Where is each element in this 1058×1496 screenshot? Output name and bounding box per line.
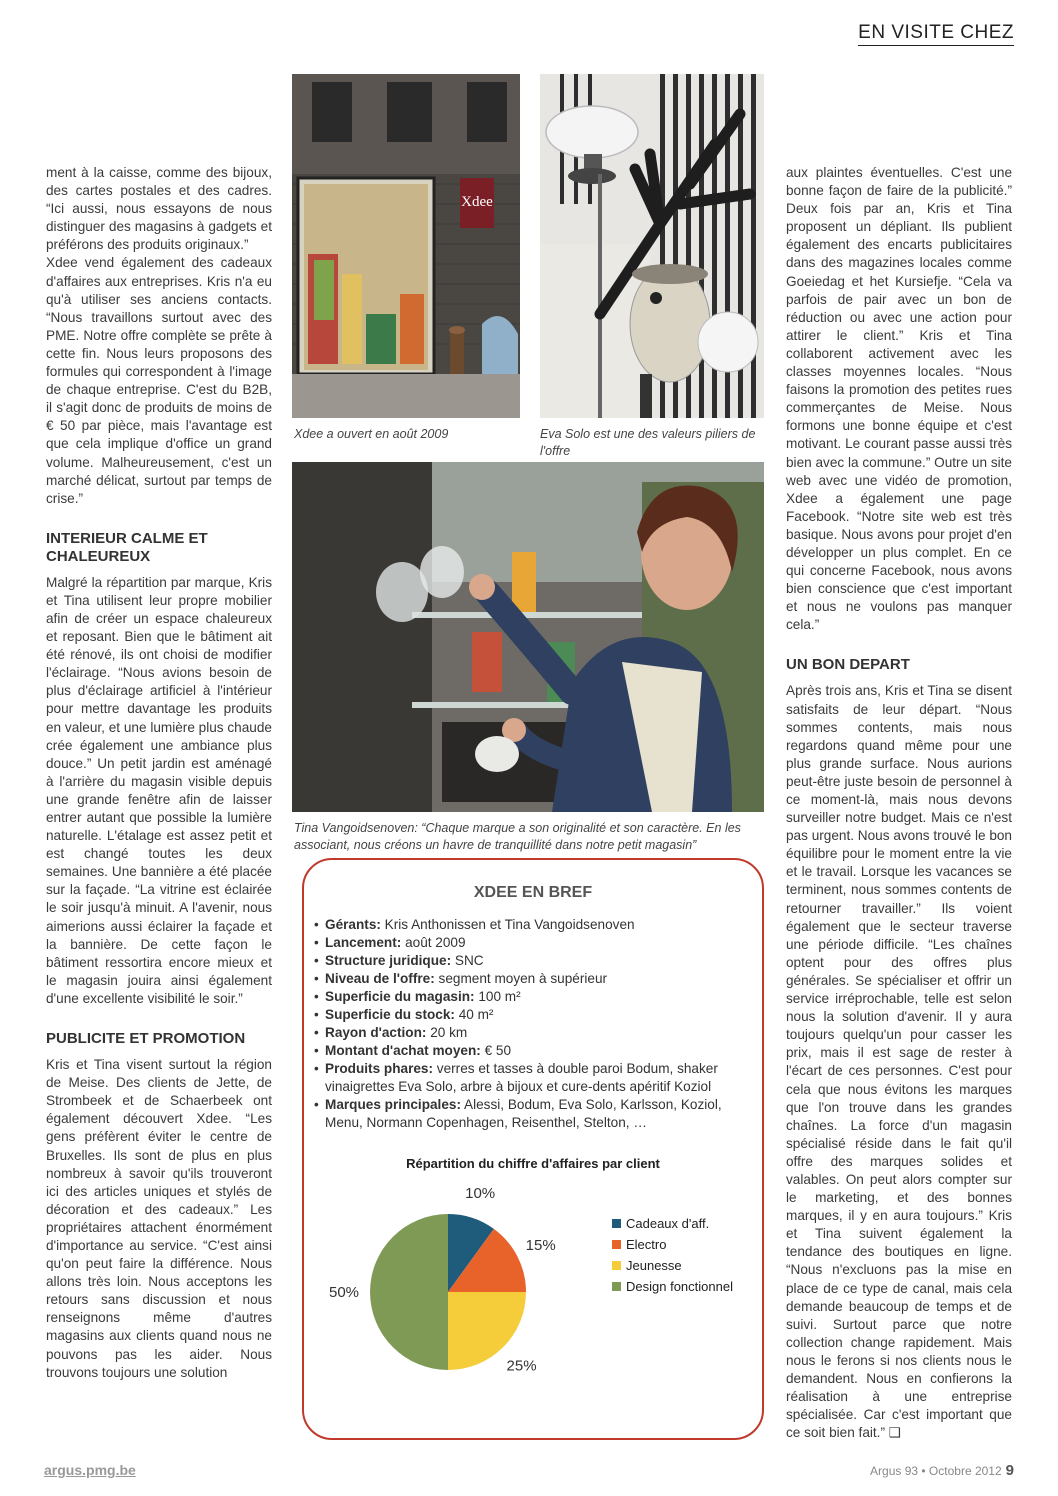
shop-sign-text: Xdee	[461, 194, 493, 210]
storefront-photo	[292, 74, 520, 418]
fact-item: • Superficie du stock: 40 m²	[314, 1006, 754, 1024]
right-paragraph-2: Après trois ans, Kris et Tina se disent satisfaits de leur départ. “Nous sommes contents, mais nous regardons quand même pour une plus grande surface. Nous aurions peut-être juste besoin de personnel à ce moment-là, mais nous devons surveiller notre budget. Mais ce n'est pas urgent. Nous avons trouvé le bon équilibre pour le moment entre la vie et le travail. Lorsque les vacances se terminent, nous sommes contents de retourner travailler.” Ils voient également que le secteur traverse une période difficile. “Les chaînes optent pour des offres plus générales. Se spécialiser et offrir un service irréprochable, telle est selon nous la solution d'avenir. Il y aura toujours quelqu'un pour casser les prix, mais il est sage de rester à l'écart de ces personnes. C'est pour cela que nous évitons les marques que l'on trouve dans les grandes chaînes. La force d'un magasin spécialisé réside dans le fait qu'il offre des marques solides et valables. On peut alors compter sur le marketing, et des bonnes marques, il y en aura toujours.” Kris et Tina suivent également la tendance des boutiques en ligne. “Nous n'excluons pas la mise en place de ce type de canal, mais cela demande beaucoup de temps et de suivi. Surtout parce que notre collection change rapidement. Mais nous le ferons si nos clients nous le demandent. Nous en confierons la réalisation à une entreprise spécialisée. Car c'est important que ce soit bien fait.” ❑	[786, 683, 1012, 1441]
left-paragraph-3: Malgré la répartition par marque, Kris et Tina utilisent leur propre mobilier afin de créer un espace chaleureux et reposant. Bien que le bâtiment ait été rénové, ils ont choisi de modifier l'éclairage. “Nous avions besoin de plus d'éclairage artificiel à l'intérieur pour mettre davantage les produits en valeur, et une lumière plus chaude crée également une ambiance plus douce.” Un petit jardin est aménagé à l'arrière du magasin visible depuis une grande fenêtre afin de laisser entrer autant que possible la lumière naturelle. L'étalage est assez petit et est changé toutes les deux semaines. Une bannière a été placée sur la façade. “La vitrine est éclairée le soir jusqu'à minuit. A l'avenir, nous aimerions aussi éclairer la façade et la bannière. De cette façon le bâtiment ressortira encore mieux et le magasin jouira ainsi également d'une excellente visibilité le soir.”	[46, 574, 272, 1006]
heading-interieur: INTERIEUR CALME ET CHALEUREUX	[46, 529, 208, 565]
pie-data-label: 50%	[328, 1284, 360, 1301]
heading-publicite: PUBLICITE ET PROMOTION	[46, 1030, 246, 1048]
legend-label: Design fonctionnel	[626, 1279, 733, 1294]
left-paragraph-2: Xdee vend également des cadeaux d'affaires aux entreprises. Kris n'a eu qu'à utiliser ses anciens contacts. “Nous travaillons surtout avec des PME. Notre offre complète se prête à cette fin. Nous leurs proposons des formules qui correspondent à l'image de chaque entreprise. C'est du B2B, il s'agit donc de produits de moins de € 50 par pièce, mais l'avantage est que cela implique d'office un grand volume. Malheureusement, c'est un marché délicat, surtout par temps de crise.”	[46, 255, 272, 506]
legend-swatch	[612, 1282, 621, 1291]
pie-data-label: 10%	[465, 1185, 496, 1203]
heading-bon-depart: UN BON DEPART	[786, 656, 910, 674]
facts-list	[314, 916, 754, 1132]
left-paragraph-1: ment à la caisse, comme des bijoux, des cartes postales et des cadres. “Ici aussi, nous essayons de nous distinguer des magasins à gadgets et préférons des produits originaux.”	[46, 165, 272, 253]
caption-eva-solo: Eva Solo est une des valeurs piliers de l'offre	[540, 427, 756, 458]
chart-title: Répartition du chiffre d'affaires par client	[406, 1156, 660, 1171]
pie-data-label: 15%	[525, 1236, 556, 1254]
caption-tina: Tina Vangoidsenoven: “Chaque marque a son originalité et son caractère. En les associant, nous créons un havre de tranquillité dans notre petit magasin”	[294, 821, 741, 852]
legend-label: Cadeaux d'aff.	[626, 1216, 710, 1231]
legend-swatch	[612, 1240, 621, 1249]
right-column	[786, 164, 1012, 1442]
footer-site-link[interactable]: argus.pmg.be	[44, 1462, 136, 1478]
fact-item: • Superficie du magasin: 100 m²	[314, 988, 754, 1006]
fact-item: • Gérants: Kris Anthonissen et Tina Vangoidsenoven	[314, 916, 754, 934]
end-mark: ❑	[888, 1425, 901, 1441]
legend-swatch	[612, 1261, 621, 1270]
footer-issue	[870, 1462, 1014, 1479]
left-paragraph-4: Kris et Tina visent surtout la région de Meise. Des clients de Jette, de Strombeek et de Schaerbeek ont également découvert Xdee. “Les gens préfèrent éviter le centre de Bruxelles. Ils sont de plus en plus nombreux à savoir qu'ils trouveront ici des articles uniques et stylés de décoration et des cadeaux.” Les propriétaires attachent énormément d'importance au service. “C'est ainsi qu'on peut faire la différence. Nous allons très loin. Nous acceptons les retours sans discussion et nous renseignons même d'autres magasins aux clients quand nous ne pouvons pas les aider. Nous trouvons toujours une solution	[46, 1057, 272, 1380]
section-header: EN VISITE CHEZ	[858, 22, 1014, 46]
fact-item: • Lancement: août 2009	[314, 934, 754, 952]
page-number: 9	[1005, 1462, 1014, 1479]
info-box-title: XDEE EN BREF	[473, 884, 593, 901]
legend-label: Electro	[626, 1237, 667, 1252]
issue-info: Argus 93 • Octobre 2012	[870, 1464, 1002, 1478]
pie-chart	[304, 1180, 762, 1430]
fact-item: • Produits phares: verres et tasses à double paroi Bodum, shaker vinaigrettes Eva Solo, arbre à bijoux et cure-dents apéritif Koziol	[314, 1060, 754, 1096]
left-column	[46, 164, 272, 1382]
pie-data-label: 25%	[506, 1357, 537, 1375]
eva-solo-photo	[540, 74, 764, 418]
legend-swatch	[612, 1219, 621, 1228]
fact-item: • Montant d'achat moyen: € 50	[314, 1042, 754, 1060]
fact-item: • Rayon d'action: 20 km	[314, 1024, 754, 1042]
fact-item: • Marques principales: Alessi, Bodum, Eva Solo, Karlsson, Koziol, Menu, Normann Copenhagen, Reisenthel, Stelton, …	[314, 1096, 754, 1132]
fact-item: • Structure juridique: SNC	[314, 952, 754, 970]
fact-item: • Niveau de l'offre: segment moyen à supérieur	[314, 970, 754, 988]
caption-storefront: Xdee a ouvert en août 2009	[294, 427, 449, 441]
legend-label: Jeunesse	[626, 1258, 682, 1273]
info-box	[302, 858, 764, 1440]
tina-photo	[292, 462, 764, 812]
right-paragraph-1: aux plaintes éventuelles. C'est une bonne façon de faire de la publicité.” Deux fois par an, Kris et Tina proposent un dépliant. Ils publient également des encarts publicitaires dans des magazines locales comme Goeiedag et het Kursiefje. “Cela va parfois de pair avec un bon de réduction ou avec une action pour attirer le client.” Kris et Tina collaborent activement avec les classes moyennes locales. “Nous faisons la promotion des petites rues commerçantes de Meise. Nous formons une bonne équipe et c'est motivant. Le courant passe aussi très bien avec la commune.” Outre un site web avec une vidéo de promotion, Xdee a également une page Facebook. “Notre site web est très basique. Nous avons pour projet d'en développer un plus complet. En ce qui concerne Facebook, nous avons bien conscience que c'est important et nous ne voulons pas manquer cela.”	[786, 165, 1012, 633]
pie-slice-3	[370, 1214, 448, 1370]
